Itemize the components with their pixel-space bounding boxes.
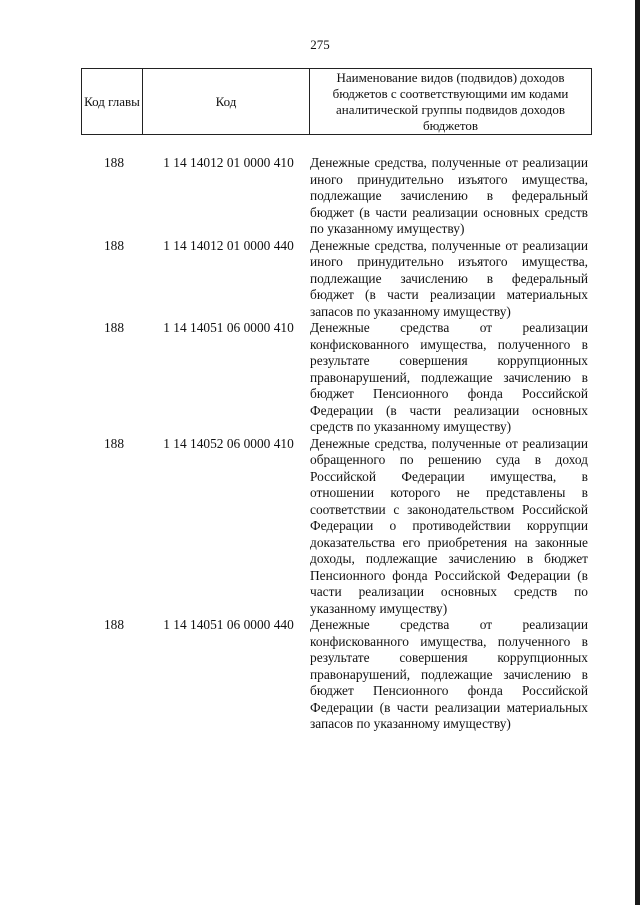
revenue-name-cell: Денежные средства, полученные от реализации иного принудительно изъятого имущества, подлежащие зачислению в федеральный бюджет (в части реализации материальных запасов по указанному имуществу) bbox=[310, 237, 588, 319]
table-header bbox=[81, 68, 592, 135]
table-row bbox=[81, 436, 592, 618]
page-number: 275 bbox=[310, 37, 330, 52]
chapter-code-cell: 188 bbox=[103, 435, 125, 451]
revenue-code-cell: 1 14 14051 06 0000 440 bbox=[163, 617, 294, 632]
header-revenue-name: Наименование видов (подвидов) доходов бюджетов с соответствующими им кодами аналитической группы подвидов доходов бюджетов bbox=[332, 69, 569, 133]
header-code: Код bbox=[143, 69, 310, 134]
table-row bbox=[81, 238, 592, 321]
chapter-code-cell: 188 bbox=[103, 237, 125, 253]
table-row bbox=[81, 155, 592, 238]
revenue-name-cell: Денежные средства, полученные от реализации обращенного по решению суда в доход Российской Федерации имущества, в отношении которого не представлены в соответствии с законодательством Российской Федерации о противодействии коррупции доказательства его приобретения на законные доходы, подлежащие зачислению в бюджет Пенсионного фонда Российской Федерации (в части реализации основных средств по указанному имуществу) bbox=[310, 435, 588, 616]
revenue-name-cell: Денежные средства от реализации конфискованного имущества, полученного в результате совершения коррупционных правонарушений, подлежащие зачислению в бюджет Пенсионного фонда Российской Федерации (в части реализации материальных запасов по указанному имуществу) bbox=[310, 617, 588, 731]
revenue-name-cell: Денежные средства от реализации конфискованного имущества, полученного в результате совершения коррупционных правонарушений, подлежащие зачислению в бюджет Пенсионного фонда Российской Федерации (в части реализации основных средств по указанному имуществу) bbox=[310, 320, 588, 434]
revenue-code-cell: 1 14 14012 01 0000 440 bbox=[163, 237, 294, 253]
table-row bbox=[81, 617, 592, 733]
chapter-code-cell: 188 bbox=[103, 155, 125, 170]
revenue-code-cell: 1 14 14012 01 0000 410 bbox=[163, 155, 294, 170]
chapter-code-cell: 188 bbox=[103, 617, 125, 632]
revenue-code-cell: 1 14 14052 06 0000 410 bbox=[163, 435, 294, 451]
revenue-code-cell: 1 14 14051 06 0000 410 bbox=[163, 320, 294, 335]
chapter-code-cell: 188 bbox=[103, 320, 125, 335]
revenue-name-cell: Денежные средства, полученные от реализации иного принудительно изъятого имущества, подлежащие зачислению в федеральный бюджет (в части реализации основных средств по указанному имуществу) bbox=[310, 155, 588, 236]
table-row bbox=[81, 320, 592, 436]
table-body bbox=[81, 155, 592, 733]
header-chapter-code: Код главы bbox=[82, 69, 143, 134]
